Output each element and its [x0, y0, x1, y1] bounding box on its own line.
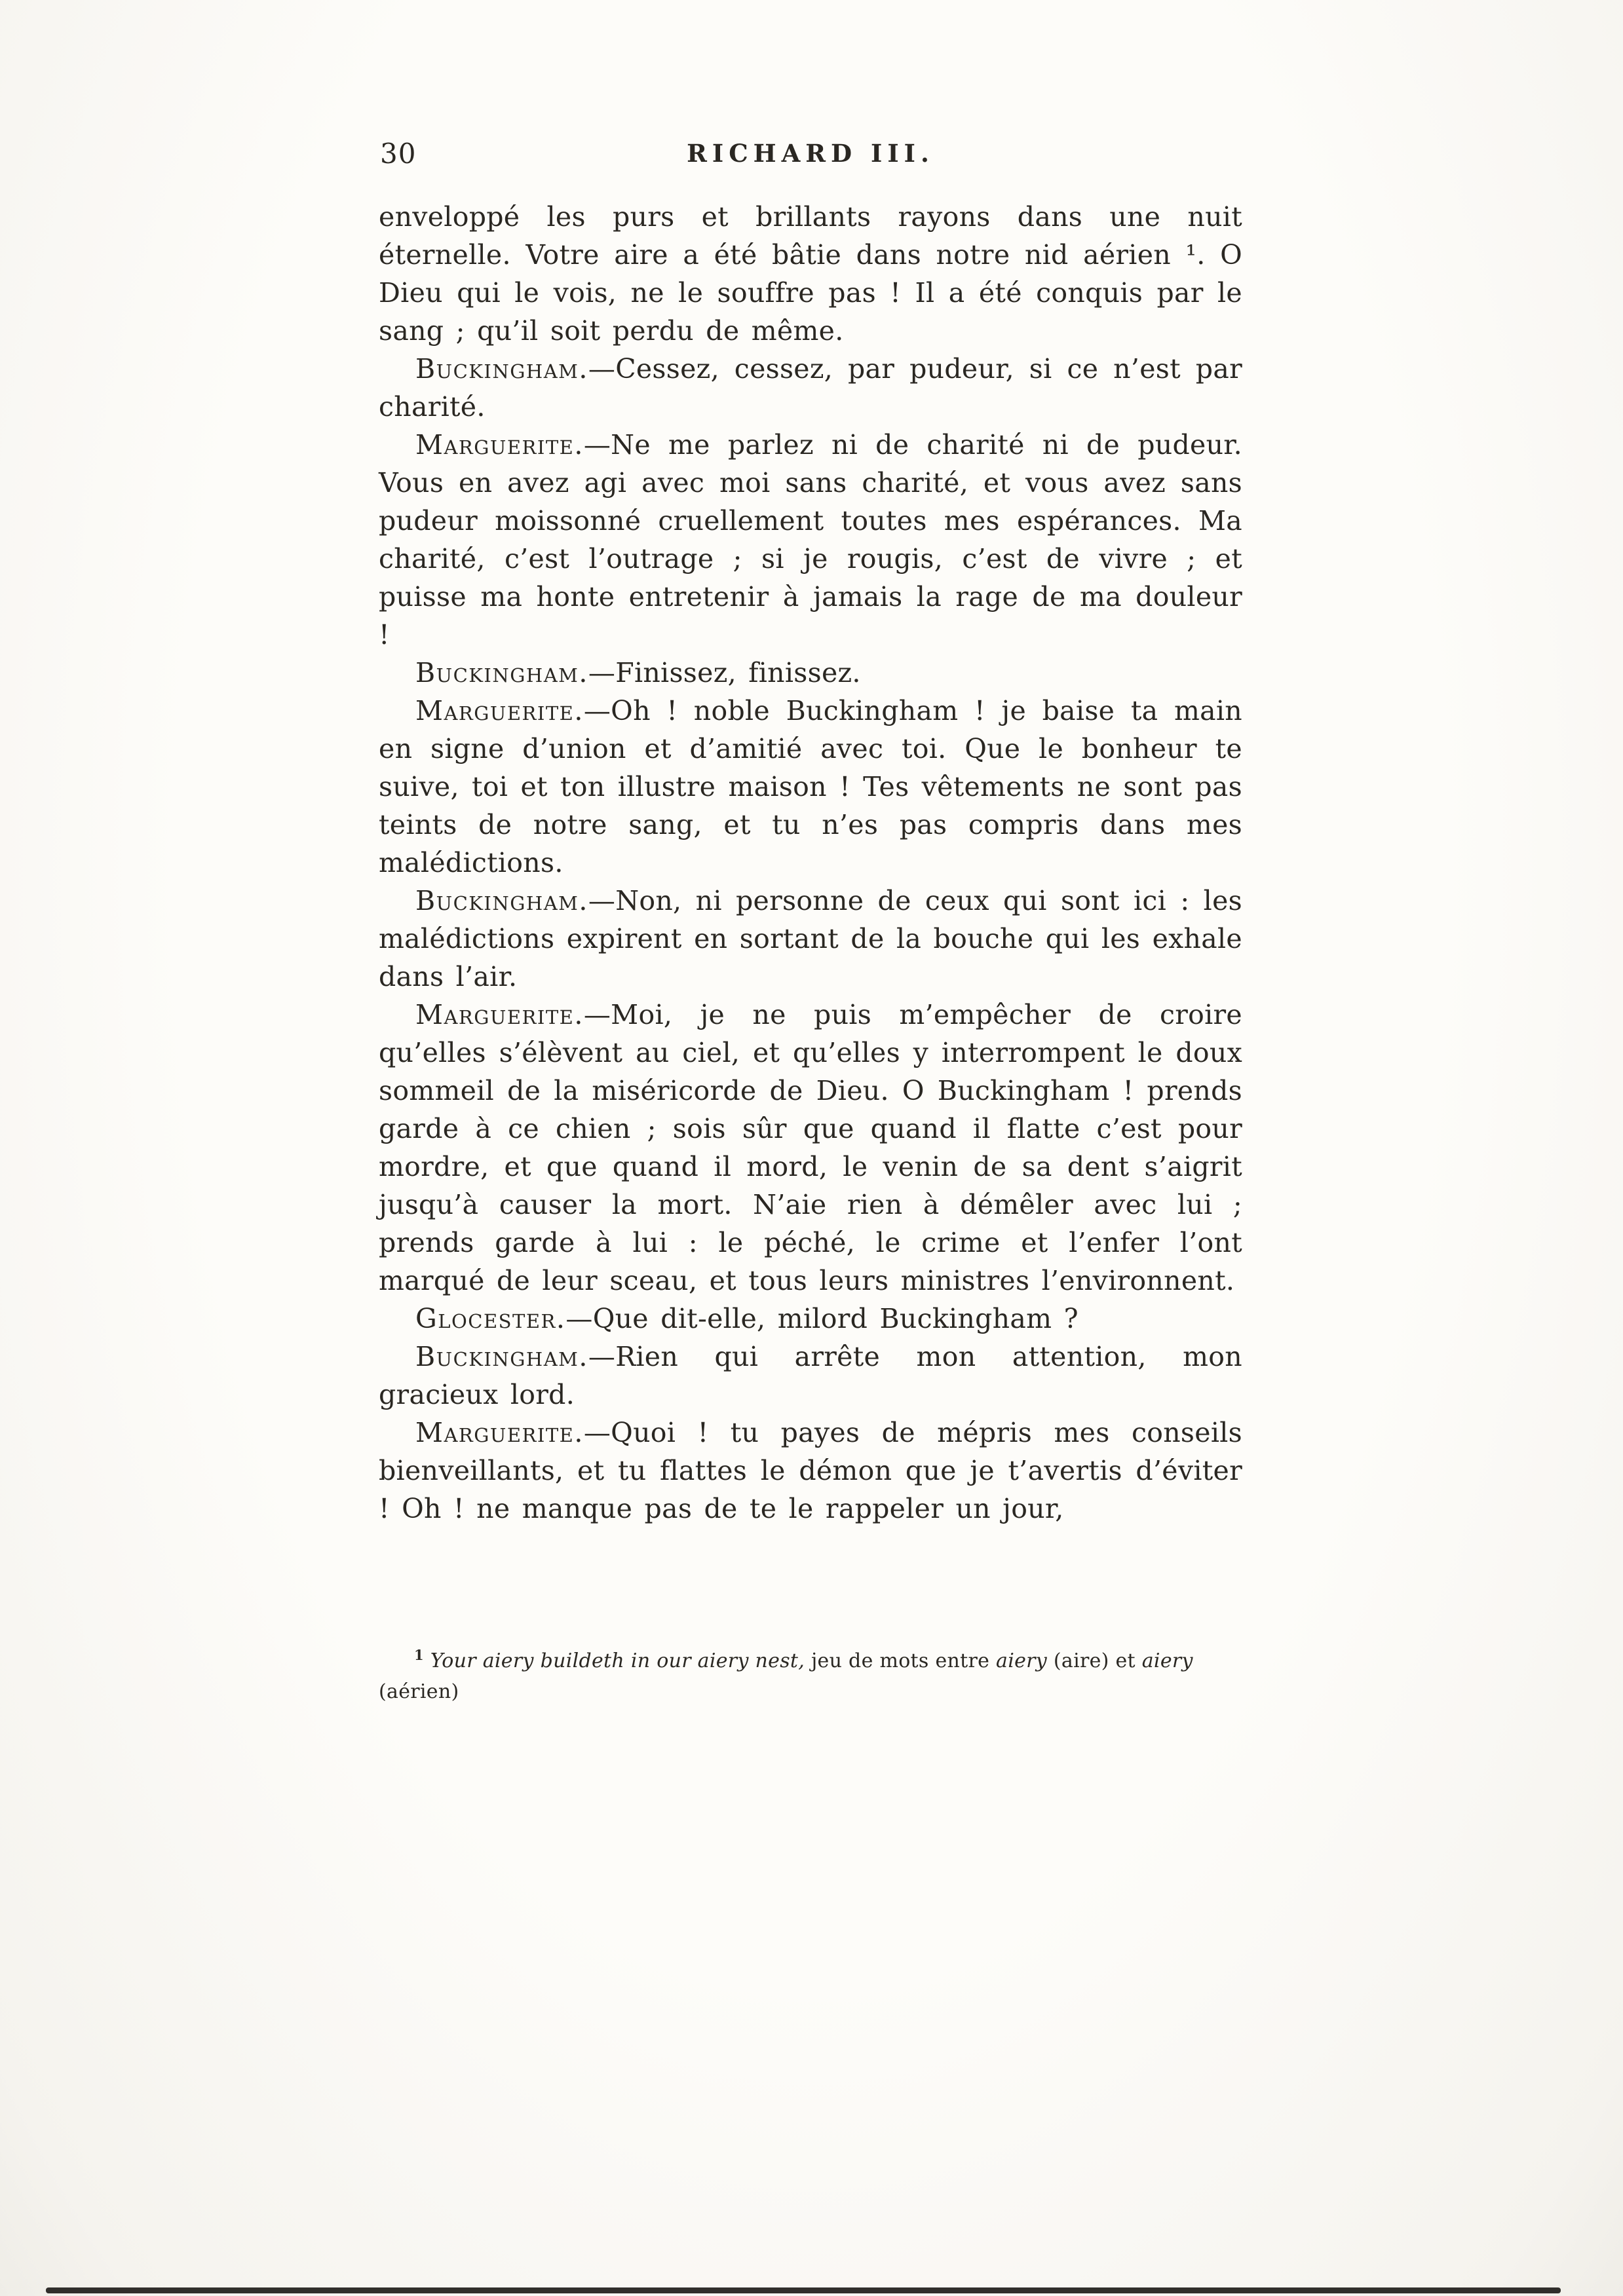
speaker-name: Marguerite.	[415, 429, 584, 461]
paragraph-text: —Que dit-elle, milord Buckingham ?	[565, 1303, 1079, 1334]
scan-edge	[46, 2287, 1561, 2293]
footnote-text-segment: Your aiery buildeth in our aiery nest,	[423, 1649, 805, 1672]
footnote-text-segment: aiery	[1141, 1649, 1193, 1672]
footnote-text-segment: (aérien)	[379, 1680, 459, 1703]
paragraph	[379, 882, 1242, 996]
footnote	[379, 1646, 1242, 1707]
paragraph	[379, 1414, 1242, 1528]
speaker-name: Marguerite.	[415, 1417, 584, 1448]
paragraph-text: —Cessez, cessez, par pudeur, si ce n’est par charité.	[379, 353, 1242, 423]
paragraph	[379, 426, 1242, 654]
paragraph-text: —Finissez, finissez.	[588, 657, 861, 688]
speaker-name: Marguerite.	[415, 695, 584, 726]
paragraph-text: —Oh ! noble Buckingham ! je baise ta main en signe d’union et d’amitié avec toi. Que le bonheur te suive, toi et ton illustre maison ! Tes vêtements ne sont pas teints de notre sang, et tu n’es pas compris dans mes malédictions.	[379, 695, 1242, 878]
running-title: RICHARD III.	[687, 139, 934, 168]
speaker-name: Buckingham.	[415, 885, 588, 916]
page-header	[379, 136, 1242, 176]
paragraph	[379, 1300, 1242, 1338]
paragraph	[379, 198, 1242, 350]
paragraph	[379, 996, 1242, 1300]
paragraph-text: —Non, ni personne de ceux qui sont ici : les malédictions expirent en sortant de la bouche qui les exhale dans l’air.	[379, 885, 1242, 992]
footnote-text-segment: jeu de mots entre	[805, 1649, 997, 1672]
speaker-name: Buckingham.	[415, 353, 588, 385]
paragraph-text: —Quoi ! tu payes de mépris mes conseils bienveillants, et tu flattes le démon que je t’avertis d’éviter ! Oh ! ne manque pas de te le rappeler un jour,	[379, 1417, 1242, 1524]
speaker-name: Buckingham.	[415, 657, 588, 688]
page-number: 30	[380, 138, 417, 170]
paragraph-text: enveloppé les purs et brillants rayons dans une nuit éternelle. Votre aire a été bâtie dans notre nid aérien ¹. O Dieu qui le vois, ne le souffre pas ! Il a été conquis par le sang ; qu’il soit perdu de même.	[379, 201, 1242, 347]
paragraph-text: —Rien qui arrête mon attention, mon gracieux lord.	[379, 1341, 1242, 1410]
body-text	[379, 198, 1242, 1528]
paragraph-text: —Moi, je ne puis m’empêcher de croire qu’elles s’élèvent au ciel, et qu’elles y interrompent le doux sommeil de la miséricorde de Dieu. O Buckingham ! prends garde à ce chien ; sois sûr que quand il flatte c’est pour mordre, et que quand il mord, le venin de sa dent s’aigrit jusqu’à causer la mort. N’aie rien à démêler avec lui ; prends garde à lui : le péché, le crime et l’enfer l’ont marqué de leur sceau, et tous leurs ministres l’environnent.	[379, 999, 1242, 1296]
speaker-name: Glocester.	[415, 1303, 566, 1334]
paragraph	[379, 1338, 1242, 1414]
footnote-marker: 1	[414, 1647, 424, 1663]
speaker-name: Marguerite.	[415, 999, 584, 1030]
paragraph	[379, 654, 1242, 692]
paragraph	[379, 692, 1242, 882]
speaker-name: Buckingham.	[415, 1341, 588, 1372]
paragraph	[379, 350, 1242, 426]
footnote-text-segment: (aire) et	[1047, 1649, 1142, 1672]
paragraph-text: —Ne me parlez ni de charité ni de pudeur. Vous en avez agi avec moi sans charité, et vous avez sans pudeur moissonné cruellement toutes mes espérances. Ma charité, c’est l’outrage ; si je rougis, c’est de vivre ; et puisse ma honte entretenir à jamais la rage de ma douleur !	[379, 429, 1242, 650]
footnote-text-segment: aiery	[996, 1649, 1048, 1672]
